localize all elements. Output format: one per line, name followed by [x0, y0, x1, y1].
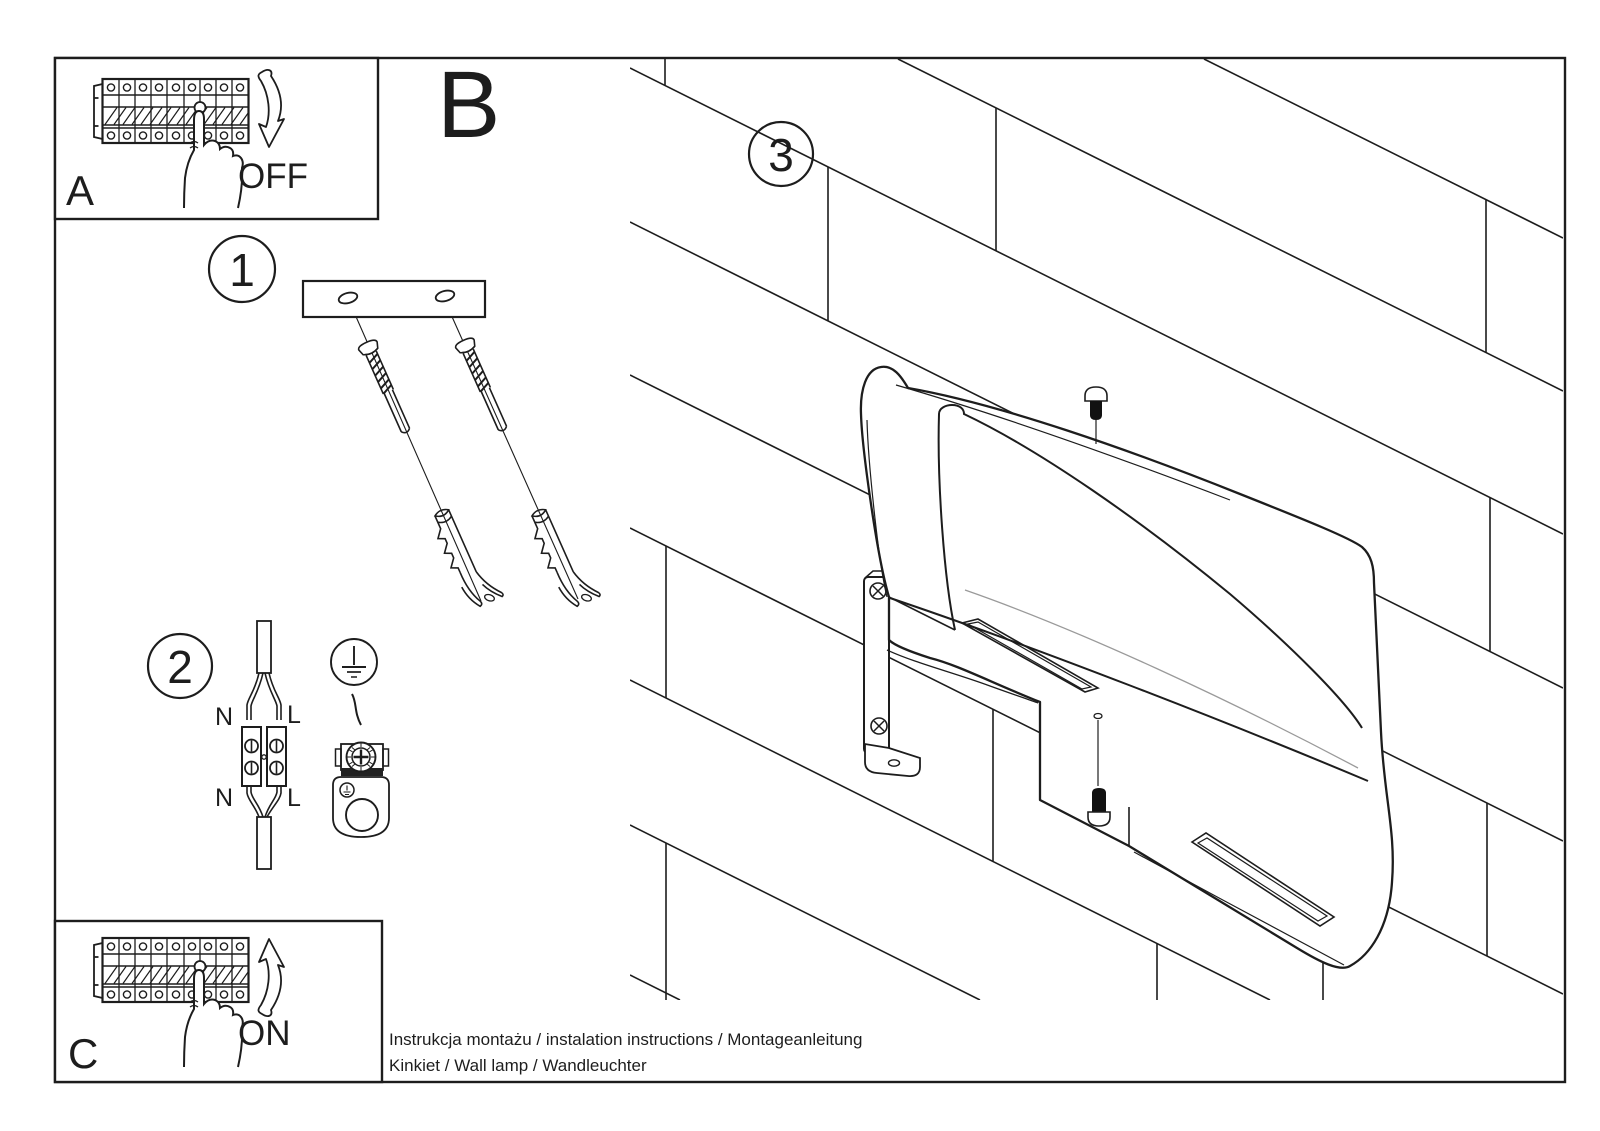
mounting-plate-icon [303, 281, 485, 317]
off-label: OFF [238, 157, 308, 196]
wire-label-n-top: N [214, 703, 234, 731]
footer-line-1: Instrukcja montażu / instalation instructions / Montageanleitung [389, 1030, 863, 1049]
panel-c-label: C [68, 1030, 99, 1077]
wire-label-l-top: L [287, 701, 301, 729]
panel-a [55, 58, 378, 219]
panel-a-label: A [66, 167, 95, 214]
on-label: ON [238, 1014, 291, 1053]
wire-label-n-bottom: N [214, 784, 234, 812]
step-1-number: 1 [229, 244, 255, 296]
footer-line-2: Kinkiet / Wall lamp / Wandleuchter [389, 1056, 647, 1075]
panel-c [55, 921, 382, 1082]
step-2-number: 2 [167, 641, 193, 693]
step-3-number: 3 [768, 129, 794, 181]
wire-label-l-bottom: L [287, 784, 301, 812]
panel-b-label: B [437, 52, 501, 158]
